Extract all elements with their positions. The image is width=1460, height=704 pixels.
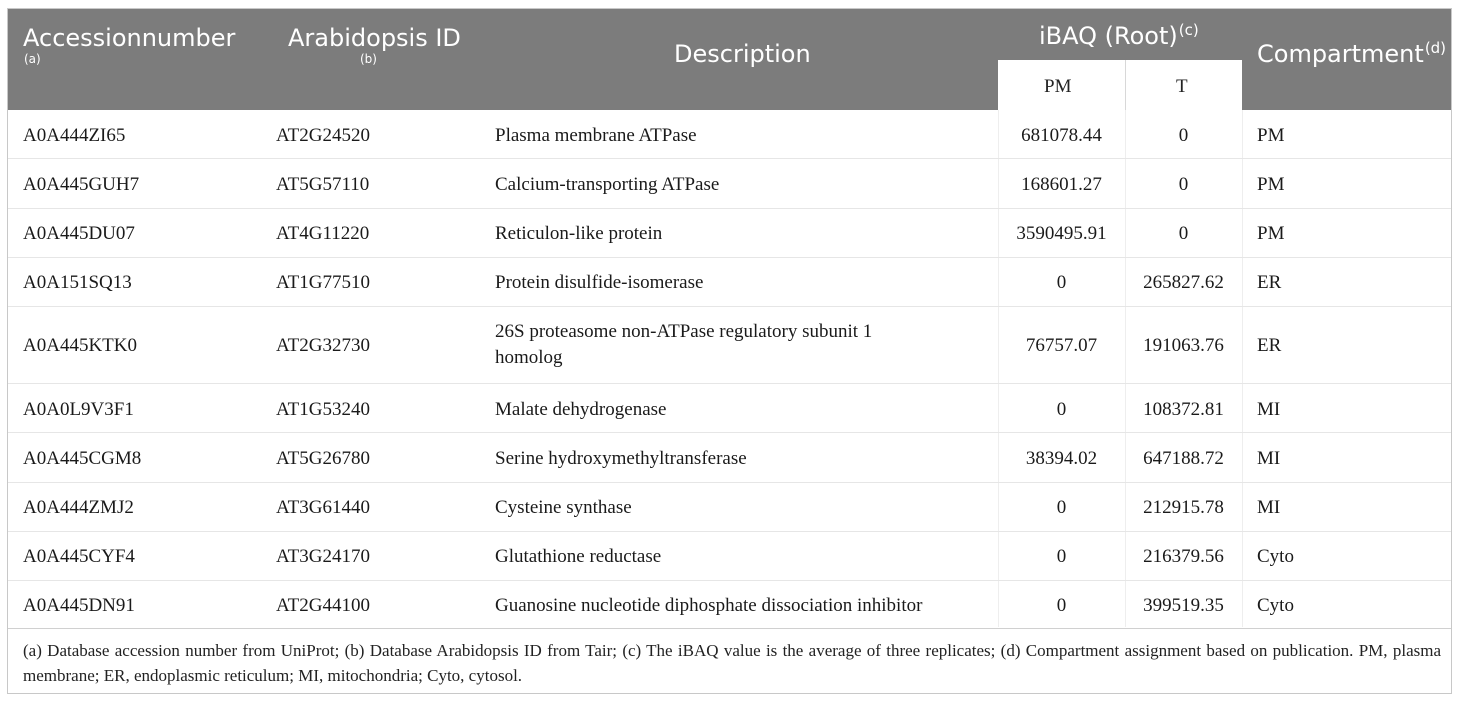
cell-t: 647188.72 [1143,448,1224,469]
header-description: Description [674,40,811,68]
cell-description-line2: homolog [495,347,563,368]
cell-arabidopsis: AT5G57110 [276,174,370,195]
cell-t: 0 [1178,125,1189,146]
cell-pm: 0 [1056,546,1067,567]
cell-t: 108372.81 [1143,399,1224,420]
cell-arabidopsis: AT2G32730 [276,335,370,356]
header-compartment [1257,39,1447,68]
cell-pm: 76757.07 [1025,335,1098,356]
header-ibaq-note: (c) [1178,21,1199,39]
header-accession-note: (a) [24,52,41,66]
header-compartment-label: Compartment [1257,40,1424,68]
table-row [8,159,1451,208]
cell-compartment: ER [1257,272,1282,293]
cell-pm: 0 [1056,399,1067,420]
cell-accession: A0A445DU07 [23,223,135,244]
subheader-divider [1125,60,1126,110]
table-row [8,532,1451,580]
cell-accession: A0A444ZI65 [23,125,126,146]
cell-pm: 168601.27 [1021,174,1102,195]
cell-pm: 0 [1056,272,1067,293]
header-arabidopsis-label: Arabidopsis ID [288,24,461,52]
header-compartment-note: (d) [1424,39,1447,57]
subheader-t: T [1176,76,1188,97]
cell-arabidopsis: AT3G24170 [276,546,370,567]
subheader-pm: PM [1044,76,1072,97]
table-bottom-rule [8,628,1451,629]
cell-t: 216379.56 [1143,546,1224,567]
cell-accession: A0A445DN91 [23,595,135,616]
cell-pm: 3590495.91 [1016,223,1107,244]
cell-description: Protein disulfide-isomerase [495,272,704,293]
table-footnote: (a) Database accession number from UniProt; (b) Database Arabidopsis ID from Tair; (c) The iBAQ value is the average of three replicates; (d) Compartment assignment based on publication. PM, plasma membrane; ER, endoplasmic reticulum; MI, mitochondria; Cyto, cytosol. [23,641,1441,685]
header-arabidopsis [288,26,461,50]
cell-arabidopsis: AT1G77510 [276,272,370,293]
cell-compartment: PM [1257,174,1285,195]
cell-pm: 0 [1056,497,1067,518]
cell-arabidopsis: AT2G44100 [276,595,370,616]
cell-arabidopsis: AT3G61440 [276,497,370,518]
cell-t: 399519.35 [1143,595,1224,616]
cell-arabidopsis: AT1G53240 [276,399,370,420]
cell-compartment: MI [1257,497,1281,518]
cell-description: Plasma membrane ATPase [495,125,697,146]
header-ibaq [1039,21,1199,50]
header-accession-label: Accessionnumber [23,24,236,52]
cell-description: Glutathione reductase [495,546,662,567]
cell-description-line1: 26S proteasome non-ATPase regulatory subunit 1 [495,321,873,342]
cell-accession: A0A445GUH7 [23,174,140,195]
cell-pm: 0 [1056,595,1067,616]
cell-t: 265827.62 [1143,272,1224,293]
cell-compartment: PM [1257,125,1285,146]
cell-arabidopsis: AT2G24520 [276,125,370,146]
cell-accession: A0A151SQ13 [23,272,132,293]
cell-arabidopsis: AT4G11220 [276,223,370,244]
cell-t: 0 [1178,223,1189,244]
table-row [8,581,1451,628]
cell-arabidopsis: AT5G26780 [276,448,370,469]
cell-t: 0 [1178,174,1189,195]
header-accession [23,26,235,50]
cell-compartment: MI [1257,399,1281,420]
cell-pm: 681078.44 [1021,125,1102,146]
cell-compartment: ER [1257,335,1282,356]
table-row [8,258,1451,306]
table-row [8,110,1451,158]
table-row [8,483,1451,531]
cell-accession: A0A445CGM8 [23,448,142,469]
table-header [8,9,1451,110]
cell-description: Malate dehydrogenase [495,399,667,420]
header-ibaq-label: iBAQ (Root) [1039,22,1178,50]
header-arabidopsis-note: (b) [360,52,377,66]
cell-description: Cysteine synthase [495,497,632,518]
ibaq-subheader [998,60,1242,110]
cell-description: Serine hydroxymethyltransferase [495,448,747,469]
cell-accession: A0A0L9V3F1 [23,399,134,420]
table-frame [7,8,1452,694]
cell-pm: 38394.02 [1025,448,1098,469]
cell-compartment: Cyto [1257,546,1294,567]
cell-t: 212915.78 [1143,497,1224,518]
cell-description: Calcium-transporting ATPase [495,174,720,195]
table-row [8,433,1451,482]
cell-accession: A0A445KTK0 [23,335,137,356]
cell-compartment: MI [1257,448,1281,469]
cell-compartment: Cyto [1257,595,1294,616]
cell-compartment: PM [1257,223,1285,244]
table-row [8,384,1451,432]
cell-description: Guanosine nucleotide diphosphate dissociation inhibitor [495,595,923,616]
cell-t: 191063.76 [1143,335,1224,356]
table-row [8,307,1451,383]
cell-accession: A0A445CYF4 [23,546,135,567]
table-row [8,209,1451,257]
cell-description: Reticulon-like protein [495,223,663,244]
cell-accession: A0A444ZMJ2 [23,497,134,518]
